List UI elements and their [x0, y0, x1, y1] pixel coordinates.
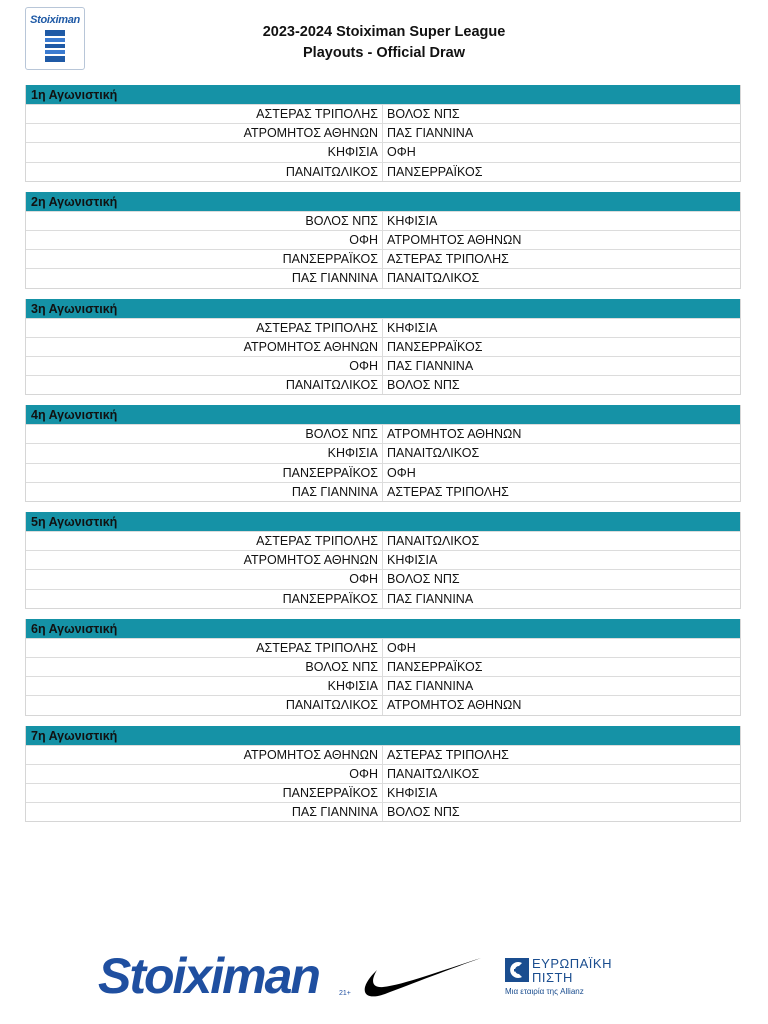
round-header: 7η Αγωνιστική — [26, 726, 740, 745]
home-team: ΟΦΗ — [26, 357, 383, 375]
match-row — [26, 318, 740, 337]
match-row — [26, 638, 740, 657]
match-row — [26, 356, 740, 375]
away-team: ΒΟΛΟΣ ΝΠΣ — [387, 378, 460, 393]
match-row — [26, 443, 740, 462]
round-header: 2η Αγωνιστική — [26, 192, 740, 211]
away-team: ΠΑΝΑΙΤΩΛΙΚΟΣ — [387, 766, 480, 781]
match-row — [26, 162, 740, 181]
round-header: 3η Αγωνιστική — [26, 299, 740, 318]
away-team: ΑΣΤΕΡΑΣ ΤΡΙΠΟΛΗΣ — [387, 747, 509, 762]
round-header: 6η Αγωνιστική — [26, 619, 740, 638]
away-team: ΑΤΡΟΜΗΤΟΣ ΑΘΗΝΩΝ — [387, 232, 522, 247]
nike-swoosh-icon — [363, 954, 483, 1002]
away-team: ΒΟΛΟΣ ΝΠΣ — [387, 107, 460, 121]
away-team: ΚΗΦΙΣΙΑ — [387, 213, 438, 228]
away-team: ΠΑΣ ΓΙΑΝΝΙΝΑ — [387, 126, 474, 141]
home-team: ΒΟΛΟΣ ΝΠΣ — [26, 212, 383, 230]
home-team: ΠΑΝΣΕΡΡΑΪΚΟΣ — [26, 250, 383, 268]
away-team: ΠΑΣ ΓΙΑΝΝΙΝΑ — [387, 358, 474, 373]
home-team: ΒΟΛΟΣ ΝΠΣ — [26, 658, 383, 676]
home-team: ΑΣΤΕΡΑΣ ΤΡΙΠΟΛΗΣ — [26, 639, 383, 657]
match-row — [26, 375, 740, 394]
away-team: ΚΗΦΙΣΙΑ — [387, 785, 438, 800]
round-header: 1η Αγωνιστική — [26, 85, 740, 104]
away-team: ΠΑΣ ΓΙΑΝΝΙΝΑ — [387, 591, 474, 606]
round-table — [25, 619, 741, 716]
away-team: ΠΑΝΣΕΡΡΑΪΚΟΣ — [387, 659, 483, 674]
title-line-1: 2023-2024 Stoiximan Super League — [262, 24, 506, 40]
home-team: ΑΤΡΟΜΗΤΟΣ ΑΘΗΝΩΝ — [26, 746, 383, 764]
home-team: ΑΣΤΕΡΑΣ ΤΡΙΠΟΛΗΣ — [26, 532, 383, 550]
away-team: ΠΑΝΑΙΤΩΛΙΚΟΣ — [387, 534, 480, 548]
away-team: ΠΑΝΣΕΡΡΑΪΚΟΣ — [387, 164, 483, 179]
away-team: ΑΣΤΕΡΑΣ ΤΡΙΠΟΛΗΣ — [387, 484, 509, 499]
match-row — [26, 337, 740, 356]
sponsors-footer — [0, 940, 768, 1010]
home-team: ΠΑΝΑΙΤΩΛΙΚΟΣ — [26, 376, 383, 394]
away-team: ΚΗΦΙΣΙΑ — [387, 553, 438, 568]
rounds-list — [25, 85, 741, 832]
match-row — [26, 569, 740, 588]
age-limit-label: 21+ — [339, 990, 351, 997]
europaiki-pisti-mark-icon — [505, 958, 529, 982]
home-team: ΠΑΣ ΓΙΑΝΝΙΝΑ — [26, 803, 383, 821]
match-row — [26, 657, 740, 676]
match-row — [26, 802, 740, 821]
home-team: ΠΑΝΑΙΤΩΛΙΚΟΣ — [26, 696, 383, 714]
away-team: ΠΑΝΣΕΡΡΑΪΚΟΣ — [387, 339, 483, 354]
round-table — [25, 85, 741, 182]
match-row — [26, 230, 740, 249]
europaiki-line-1: ΕΥΡΩΠΑΪΚΗ — [532, 956, 612, 971]
match-row — [26, 589, 740, 608]
match-row — [26, 142, 740, 161]
round-header: 5η Αγωνιστική — [26, 512, 740, 531]
europaiki-tagline: Μια εταιρία της Allianz — [505, 987, 584, 996]
away-team: ΠΑΝΑΙΤΩΛΙΚΟΣ — [387, 271, 480, 286]
round-table — [25, 512, 741, 609]
home-team: ΚΗΦΙΣΙΑ — [26, 444, 383, 462]
home-team: ΒΟΛΟΣ ΝΠΣ — [26, 425, 383, 443]
match-row — [26, 268, 740, 287]
away-team: ΠΑΝΑΙΤΩΛΙΚΟΣ — [387, 446, 480, 461]
home-team: ΑΤΡΟΜΗΤΟΣ ΑΘΗΝΩΝ — [26, 124, 383, 142]
away-team: ΒΟΛΟΣ ΝΠΣ — [387, 805, 460, 820]
away-team: ΑΤΡΟΜΗΤΟΣ ΑΘΗΝΩΝ — [387, 698, 522, 713]
europaiki-line-2: ΠΙΣΤΗ — [532, 970, 573, 985]
match-row — [26, 482, 740, 501]
home-team: ΠΑΣ ΓΙΑΝΝΙΝΑ — [26, 269, 383, 287]
away-team: ΑΤΡΟΜΗΤΟΣ ΑΘΗΝΩΝ — [387, 427, 522, 442]
home-team: ΠΑΝΣΕΡΡΑΪΚΟΣ — [26, 784, 383, 802]
round-table — [25, 299, 741, 396]
away-team: ΟΦΗ — [387, 145, 416, 160]
away-team: ΟΦΗ — [387, 465, 416, 480]
home-team: ΟΦΗ — [26, 231, 383, 249]
match-row — [26, 695, 740, 714]
round-header: 4η Αγωνιστική — [26, 405, 740, 424]
stoiximan-logo: Stoiximan — [98, 948, 319, 1004]
home-team: ΠΑΝΑΙΤΩΛΙΚΟΣ — [26, 163, 383, 181]
home-team: ΠΑΝΣΕΡΡΑΪΚΟΣ — [26, 590, 383, 608]
home-team: ΚΗΦΙΣΙΑ — [26, 677, 383, 695]
match-row — [26, 745, 740, 764]
home-team: ΑΤΡΟΜΗΤΟΣ ΑΘΗΝΩΝ — [26, 338, 383, 356]
home-team: ΟΦΗ — [26, 570, 383, 588]
away-team: ΚΗΦΙΣΙΑ — [387, 320, 438, 335]
league-logo-text: Stoiximan — [30, 14, 80, 26]
home-team: ΟΦΗ — [26, 765, 383, 783]
match-row — [26, 764, 740, 783]
away-team: ΟΦΗ — [387, 640, 416, 655]
away-team: ΒΟΛΟΣ ΝΠΣ — [387, 572, 460, 587]
page-title — [0, 22, 768, 64]
home-team: ΑΣΤΕΡΑΣ ΤΡΙΠΟΛΗΣ — [26, 319, 383, 337]
round-table — [25, 726, 741, 823]
home-team: ΑΣΤΕΡΑΣ ΤΡΙΠΟΛΗΣ — [26, 105, 383, 123]
home-team: ΠΑΝΣΕΡΡΑΪΚΟΣ — [26, 464, 383, 482]
match-row — [26, 463, 740, 482]
match-row — [26, 104, 740, 123]
match-row — [26, 676, 740, 695]
match-row — [26, 249, 740, 268]
match-row — [26, 531, 740, 550]
home-team: ΑΤΡΟΜΗΤΟΣ ΑΘΗΝΩΝ — [26, 551, 383, 569]
match-row — [26, 123, 740, 142]
home-team: ΠΑΣ ΓΙΑΝΝΙΝΑ — [26, 483, 383, 501]
europaiki-pisti-logo — [505, 956, 625, 1002]
round-table — [25, 405, 741, 502]
away-team: ΠΑΣ ΓΙΑΝΝΙΝΑ — [387, 679, 474, 694]
round-table — [25, 192, 741, 289]
match-row — [26, 783, 740, 802]
match-row — [26, 211, 740, 230]
away-team: ΑΣΤΕΡΑΣ ΤΡΙΠΟΛΗΣ — [387, 252, 509, 267]
title-line-2: Playouts - Official Draw — [303, 45, 465, 61]
match-row — [26, 424, 740, 443]
home-team: ΚΗΦΙΣΙΑ — [26, 143, 383, 161]
match-row — [26, 550, 740, 569]
